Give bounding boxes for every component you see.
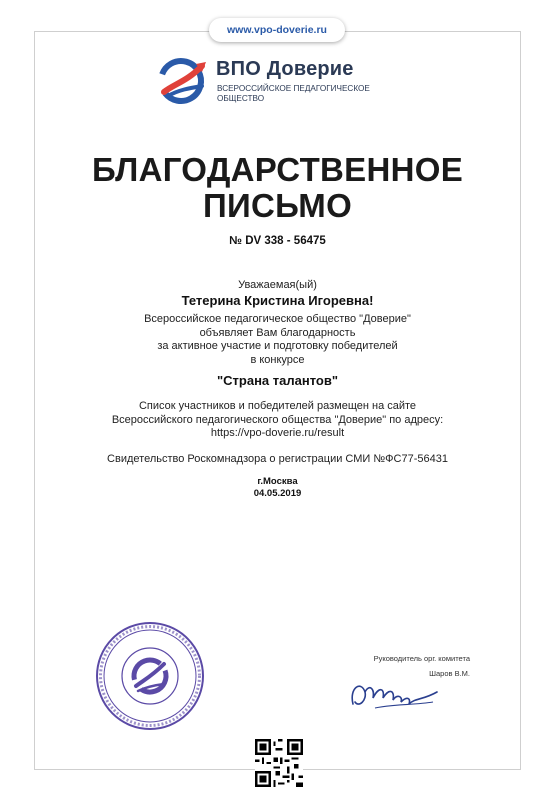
body-line-2: объявляет Вам благодарность [199,326,356,339]
stamp-icon [94,620,206,732]
registration-info: Свидетельство Роскомнадзора о регистрации СМИ №ФС77-56431 [107,453,448,465]
organization-logo [156,56,416,108]
signature-icon [345,674,445,714]
title-line-2: ПИСЬМО [202,187,353,224]
recipient-name: Тетерина Кристина Игоревна! [181,293,374,308]
salutation: Уважаемая(ый) [238,279,317,291]
body-text [0,313,555,367]
body-line-3: за активное участие и подготовку победителей [157,340,398,352]
qr-code-icon[interactable] [255,739,303,787]
place-and-date [0,476,555,500]
logo-mark-icon [156,56,214,106]
organization-name: ВПО Доверие [216,58,354,80]
body-line-1: Всероссийское педагогическое общество "Доверие" [144,313,411,325]
contest-name: "Страна талантов" [216,373,338,388]
results-line-2: Всероссийского педагогического общества "Доверие" по адресу: [111,413,444,426]
signatory-name: Шаров В.М. [429,669,470,678]
results-url[interactable]: https://vpo-doverie.ru/result [210,427,345,439]
results-info [0,400,555,441]
organization-subtitle: ВСЕРОССИЙСКОЕ ПЕДАГОГИЧЕСКОЕ ОБЩЕСТВО [217,84,370,103]
city: г.Москва [257,476,298,487]
website-badge[interactable]: www.vpo-doverie.ru [209,18,345,42]
date: 04.05.2019 [253,488,302,499]
document-number: № DV 338 - 56475 [229,235,326,247]
title-line-1: БЛАГОДАРСТВЕННОЕ [91,151,464,188]
signatory-title: Руководитель орг. комитета [373,654,470,663]
results-line-1: Список участников и победителей размещен на сайте [138,400,417,412]
body-line-4: в конкурсе [250,353,305,366]
document-title [0,152,555,224]
